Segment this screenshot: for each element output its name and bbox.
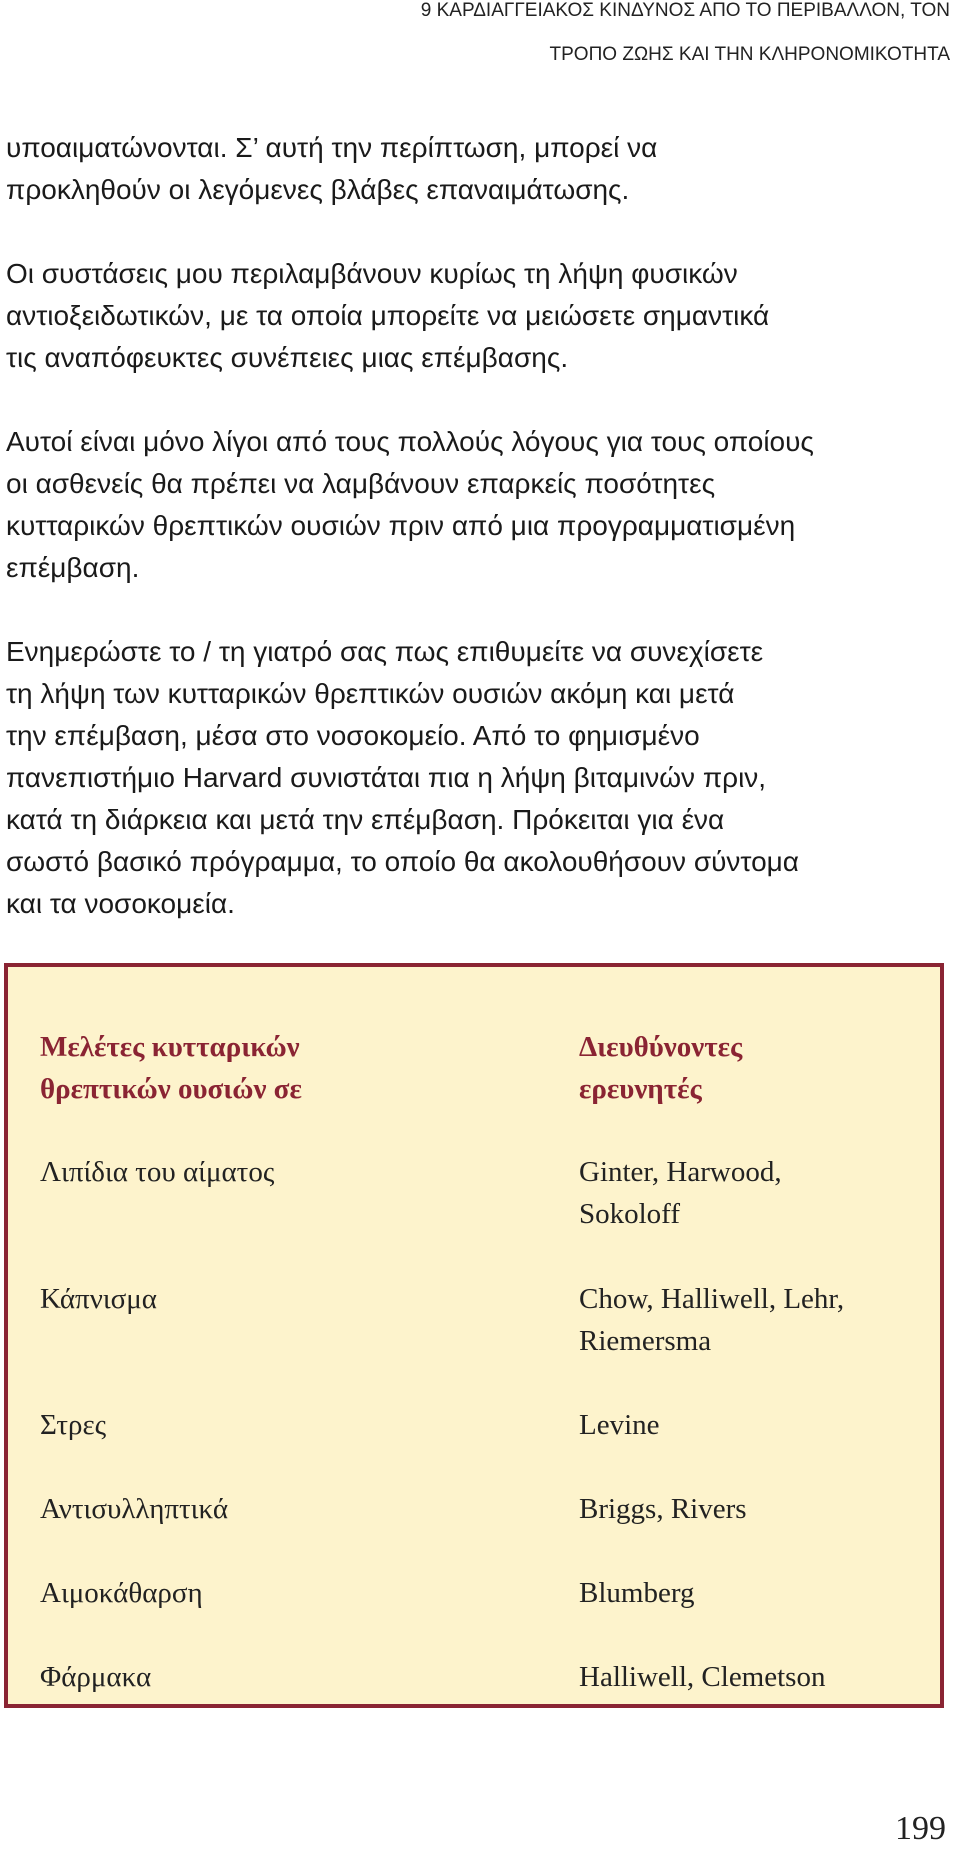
text-line: κυτταρικών θρεπτικών ουσιών πριν από μια προγραμματισμένη	[6, 510, 796, 541]
text-line: την επέμβαση, μέσα στο νοσοκομείο. Από το φημισμένο	[6, 720, 700, 751]
table-cell-researchers	[579, 1151, 782, 1235]
header-line: Μελέτες κυτταρικών	[40, 1031, 300, 1063]
text-line: επέμβαση.	[6, 552, 140, 583]
paragraph-1	[6, 127, 936, 211]
text-line: σωστό βασικό πρόγραμμα, το οποίο θα ακολουθήσουν σύντομα	[6, 846, 799, 877]
table-cell-topic: Φάρμακα	[40, 1661, 152, 1693]
text-line: τις αναπόφευκτες συνέπειες μιας επέμβασης.	[6, 342, 569, 373]
text-line: κατά τη διάρκεια και μετά την επέμβαση. Πρόκειται για ένα	[6, 804, 725, 835]
text-line: αντιοξειδωτικών, με τα οποία μπορείτε να μειώσετε σημαντικά	[6, 300, 770, 331]
researchers-line: Ginter, Harwood,	[579, 1156, 782, 1188]
text-line: Οι συστάσεις μου περιλαμβάνουν κυρίως τη λήψη φυσικών	[6, 258, 738, 289]
researchers-line: Chow, Halliwell, Lehr,	[579, 1283, 845, 1315]
text-line: υποαιματώνονται. Σ’ αυτή την περίπτωση, μπορεί να	[6, 132, 658, 163]
header-line: Διευθύνοντες	[579, 1031, 743, 1063]
text-line: και τα νοσοκομεία.	[6, 888, 235, 919]
table-header-researchers	[579, 1026, 742, 1110]
paragraph-3	[6, 421, 936, 589]
table-cell-topic: Λιπίδια του αίματος	[40, 1156, 275, 1188]
table-cell-researchers: Briggs, Rivers	[579, 1493, 747, 1525]
text-line: προκληθούν οι λεγόμενες βλάβες επαναιμάτωσης.	[6, 174, 630, 205]
table-cell-topic: Κάπνισμα	[40, 1283, 157, 1315]
table-cell-topic: Αιμοκάθαρση	[40, 1577, 203, 1609]
running-header-line-1: 9 ΚΑΡΔΙΑΓΓΕΙΑΚΟΣ ΚΙΝΔΥΝΟΣ ΑΠΟ ΤΟ ΠΕΡΙΒΑΛΛΟΝ, ΤΟΝ	[420, 0, 950, 21]
text-line: Αυτοί είναι μόνο λίγοι από τους πολλούς λόγους για τους οποίους	[6, 426, 814, 457]
table-cell-researchers	[579, 1278, 844, 1362]
table-cell-topic: Αντισυλληπτικά	[40, 1493, 229, 1525]
table-header-topics	[40, 1026, 302, 1110]
researchers-line: Sokoloff	[579, 1198, 680, 1230]
table-cell-researchers: Blumberg	[579, 1577, 695, 1609]
text-line: οι ασθενείς θα πρέπει να λαμβάνουν επαρκείς ποσότητες	[6, 468, 716, 499]
table-cell-researchers: Levine	[579, 1409, 660, 1441]
page-number: 199	[895, 1810, 946, 1847]
table-cell-researchers: Halliwell, Clemetson	[579, 1661, 826, 1693]
researchers-line: Riemersma	[579, 1325, 712, 1357]
studies-table-box	[4, 963, 944, 1708]
paragraph-2	[6, 253, 936, 379]
text-line: πανεπιστήμιο Harvard συνιστάται πια η λήψη βιταμινών πριν,	[6, 762, 767, 793]
paragraph-4	[6, 631, 936, 925]
text-line: Ενημερώστε το / τη γιατρό σας πως επιθυμείτε να συνεχίσετε	[6, 636, 764, 667]
text-line: τη λήψη των κυτταρικών θρεπτικών ουσιών ακόμη και μετά	[6, 678, 735, 709]
header-line: ερευνητές	[579, 1073, 702, 1105]
table-cell-topic: Στρες	[40, 1409, 107, 1441]
body-text	[6, 127, 936, 925]
header-line: θρεπτικών ουσιών σε	[40, 1073, 302, 1105]
running-header-line-2: ΤΡΟΠΟ ΖΩΗΣ ΚΑΙ ΤΗΝ ΚΛΗΡΟΝΟΜΙΚΟΤΗΤΑ	[549, 44, 950, 65]
